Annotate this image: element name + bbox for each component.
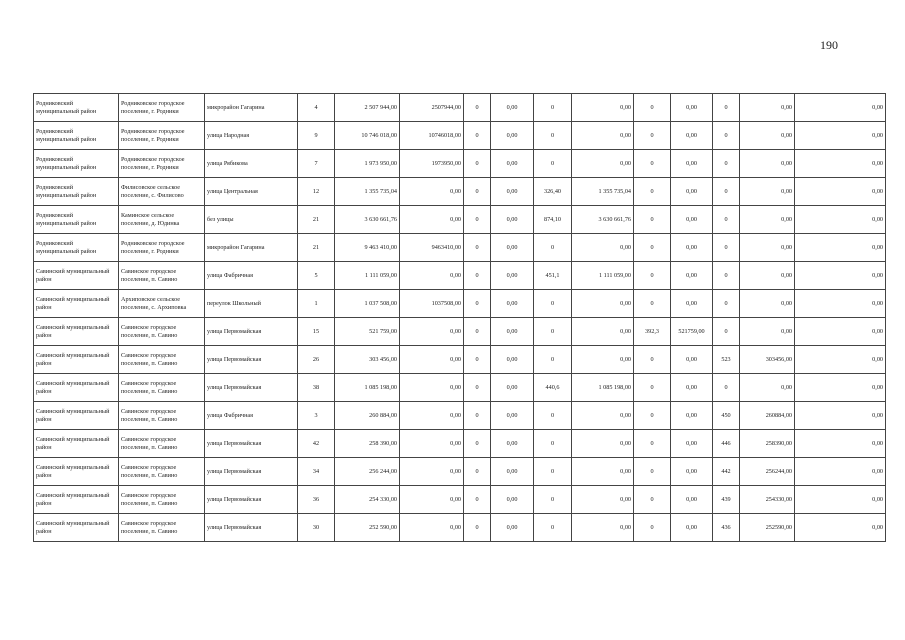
cell-total-cost: 2 507 944,00	[335, 94, 400, 122]
cell-col-9: 451,1	[534, 262, 572, 290]
table-row	[34, 262, 886, 290]
cell-col-15: 0,00	[795, 206, 886, 234]
cell-total-cost: 1 111 059,00	[335, 262, 400, 290]
cell-district: Родниковский муниципальный район	[34, 206, 119, 234]
cell-total-cost: 10 746 018,00	[335, 122, 400, 150]
cell-house-number: 26	[298, 346, 335, 374]
cell-col-9: 0	[534, 122, 572, 150]
cell-total-cost: 521 759,00	[335, 318, 400, 346]
cell-col-13: 0	[713, 122, 740, 150]
cell-col-8: 0,00	[491, 262, 534, 290]
cell-settlement: Родниковское городское поселение, г. Родники	[119, 94, 205, 122]
cell-col-14: 254330,00	[740, 486, 795, 514]
cell-col-12: 0,00	[671, 150, 713, 178]
table-body	[34, 94, 886, 542]
cell-street: микрорайон Гагарина	[205, 94, 298, 122]
cell-district: Савинский муниципальный район	[34, 458, 119, 486]
table-row	[34, 290, 886, 318]
cell-col-13: 0	[713, 374, 740, 402]
cell-fund-amount: 0,00	[400, 178, 464, 206]
cell-col-15: 0,00	[795, 374, 886, 402]
cell-col-10: 0,00	[572, 514, 634, 542]
cell-col-14: 260884,00	[740, 402, 795, 430]
cell-settlement: Савинское городское поселение, п. Савино	[119, 458, 205, 486]
cell-total-cost: 252 590,00	[335, 514, 400, 542]
cell-col-8: 0,00	[491, 94, 534, 122]
cell-col-13: 0	[713, 290, 740, 318]
cell-total-cost: 258 390,00	[335, 430, 400, 458]
cell-col-9: 0	[534, 402, 572, 430]
cell-street: переулок Школьный	[205, 290, 298, 318]
cell-col-11: 0	[634, 346, 671, 374]
cell-col-11: 0	[634, 122, 671, 150]
table-row	[34, 206, 886, 234]
cell-total-cost: 1 973 950,00	[335, 150, 400, 178]
cell-col-10: 0,00	[572, 402, 634, 430]
cell-col-11: 0	[634, 234, 671, 262]
cell-col-13: 436	[713, 514, 740, 542]
cell-col-15: 0,00	[795, 514, 886, 542]
cell-col-9: 0	[534, 430, 572, 458]
cell-col-7: 0	[464, 514, 491, 542]
cell-col-8: 0,00	[491, 458, 534, 486]
data-table	[33, 93, 886, 542]
cell-col-9: 0	[534, 150, 572, 178]
cell-col-10: 1 111 059,00	[572, 262, 634, 290]
cell-house-number: 34	[298, 458, 335, 486]
cell-col-13: 439	[713, 486, 740, 514]
table-row	[34, 122, 886, 150]
cell-house-number: 9	[298, 122, 335, 150]
cell-district: Родниковский муниципальный район	[34, 234, 119, 262]
cell-settlement: Родниковское городское поселение, г. Родники	[119, 150, 205, 178]
table-row	[34, 430, 886, 458]
cell-col-7: 0	[464, 374, 491, 402]
cell-col-10: 0,00	[572, 318, 634, 346]
cell-street: улица Первомайская	[205, 458, 298, 486]
cell-col-13: 0	[713, 262, 740, 290]
cell-district: Савинский муниципальный район	[34, 262, 119, 290]
cell-col-12: 0,00	[671, 178, 713, 206]
cell-col-12: 0,00	[671, 290, 713, 318]
cell-fund-amount: 0,00	[400, 486, 464, 514]
cell-settlement: Савинское городское поселение, п. Савино	[119, 346, 205, 374]
cell-col-10: 0,00	[572, 458, 634, 486]
cell-street: улица Фабричная	[205, 402, 298, 430]
cell-street: улица Рябикова	[205, 150, 298, 178]
cell-total-cost: 256 244,00	[335, 458, 400, 486]
cell-col-9: 0	[534, 318, 572, 346]
cell-district: Родниковский муниципальный район	[34, 178, 119, 206]
cell-col-9: 0	[534, 458, 572, 486]
cell-total-cost: 1 037 508,00	[335, 290, 400, 318]
cell-col-14: 0,00	[740, 318, 795, 346]
cell-fund-amount: 0,00	[400, 346, 464, 374]
cell-fund-amount: 0,00	[400, 318, 464, 346]
cell-col-9: 0	[534, 486, 572, 514]
cell-col-7: 0	[464, 262, 491, 290]
cell-col-12: 0,00	[671, 122, 713, 150]
cell-col-10: 0,00	[572, 486, 634, 514]
cell-district: Савинский муниципальный район	[34, 430, 119, 458]
cell-col-15: 0,00	[795, 122, 886, 150]
cell-col-14: 0,00	[740, 150, 795, 178]
cell-col-8: 0,00	[491, 402, 534, 430]
cell-street: улица Первомайская	[205, 318, 298, 346]
cell-col-14: 0,00	[740, 262, 795, 290]
cell-col-12: 0,00	[671, 458, 713, 486]
table-row	[34, 486, 886, 514]
table-row	[34, 150, 886, 178]
cell-col-14: 252590,00	[740, 514, 795, 542]
cell-settlement: Филисовское сельское поселение, с. Филисово	[119, 178, 205, 206]
cell-col-13: 0	[713, 206, 740, 234]
cell-fund-amount: 0,00	[400, 430, 464, 458]
cell-col-15: 0,00	[795, 346, 886, 374]
cell-col-7: 0	[464, 178, 491, 206]
cell-settlement: Савинское городское поселение, п. Савино	[119, 318, 205, 346]
cell-fund-amount: 0,00	[400, 402, 464, 430]
cell-col-14: 0,00	[740, 374, 795, 402]
cell-col-8: 0,00	[491, 122, 534, 150]
cell-district: Савинский муниципальный район	[34, 486, 119, 514]
cell-col-15: 0,00	[795, 486, 886, 514]
cell-street: улица Первомайская	[205, 486, 298, 514]
cell-col-9: 0	[534, 94, 572, 122]
table-row	[34, 346, 886, 374]
cell-district: Савинский муниципальный район	[34, 374, 119, 402]
table-row	[34, 458, 886, 486]
cell-col-10: 0,00	[572, 122, 634, 150]
cell-settlement: Каминское сельское поселение, д. Юдинка	[119, 206, 205, 234]
cell-col-9: 326,40	[534, 178, 572, 206]
table-row	[34, 178, 886, 206]
cell-col-14: 0,00	[740, 178, 795, 206]
cell-house-number: 12	[298, 178, 335, 206]
cell-col-13: 523	[713, 346, 740, 374]
cell-col-15: 0,00	[795, 290, 886, 318]
cell-col-7: 0	[464, 402, 491, 430]
cell-col-13: 446	[713, 430, 740, 458]
cell-col-11: 0	[634, 402, 671, 430]
cell-settlement: Родниковское городское поселение, г. Родники	[119, 234, 205, 262]
cell-col-7: 0	[464, 150, 491, 178]
cell-col-15: 0,00	[795, 178, 886, 206]
cell-fund-amount: 0,00	[400, 514, 464, 542]
cell-col-10: 3 630 661,76	[572, 206, 634, 234]
cell-col-11: 0	[634, 94, 671, 122]
cell-settlement: Савинское городское поселение, п. Савино	[119, 486, 205, 514]
cell-col-12: 0,00	[671, 402, 713, 430]
table-row	[34, 234, 886, 262]
table-row	[34, 374, 886, 402]
cell-col-15: 0,00	[795, 430, 886, 458]
cell-col-13: 442	[713, 458, 740, 486]
cell-col-8: 0,00	[491, 374, 534, 402]
cell-col-11: 0	[634, 290, 671, 318]
cell-settlement: Родниковское городское поселение, г. Родники	[119, 122, 205, 150]
cell-col-7: 0	[464, 206, 491, 234]
cell-col-15: 0,00	[795, 262, 886, 290]
cell-col-8: 0,00	[491, 514, 534, 542]
cell-col-7: 0	[464, 290, 491, 318]
cell-col-8: 0,00	[491, 486, 534, 514]
cell-house-number: 15	[298, 318, 335, 346]
cell-col-9: 0	[534, 514, 572, 542]
cell-district: Савинский муниципальный район	[34, 402, 119, 430]
cell-house-number: 30	[298, 514, 335, 542]
cell-settlement: Савинское городское поселение, п. Савино	[119, 430, 205, 458]
cell-street: улица Первомайская	[205, 374, 298, 402]
cell-fund-amount: 9463410,00	[400, 234, 464, 262]
cell-col-7: 0	[464, 430, 491, 458]
cell-col-7: 0	[464, 486, 491, 514]
cell-col-11: 0	[634, 458, 671, 486]
cell-house-number: 5	[298, 262, 335, 290]
cell-total-cost: 3 630 661,76	[335, 206, 400, 234]
cell-col-11: 0	[634, 374, 671, 402]
cell-settlement: Савинское городское поселение, п. Савино	[119, 514, 205, 542]
cell-fund-amount: 0,00	[400, 374, 464, 402]
cell-house-number: 36	[298, 486, 335, 514]
cell-col-11: 392,3	[634, 318, 671, 346]
cell-col-10: 1 355 735,04	[572, 178, 634, 206]
cell-street: улица Фабричная	[205, 262, 298, 290]
cell-settlement: Архиповское сельское поселение, с. Архиповка	[119, 290, 205, 318]
cell-district: Родниковский муниципальный район	[34, 94, 119, 122]
cell-col-14: 0,00	[740, 122, 795, 150]
cell-col-9: 0	[534, 290, 572, 318]
cell-house-number: 38	[298, 374, 335, 402]
cell-col-15: 0,00	[795, 234, 886, 262]
cell-col-9: 874,10	[534, 206, 572, 234]
cell-total-cost: 303 456,00	[335, 346, 400, 374]
table-row	[34, 514, 886, 542]
cell-col-14: 258390,00	[740, 430, 795, 458]
cell-col-8: 0,00	[491, 206, 534, 234]
cell-street: микрорайон Гагарина	[205, 234, 298, 262]
cell-col-15: 0,00	[795, 402, 886, 430]
cell-col-7: 0	[464, 234, 491, 262]
cell-col-11: 0	[634, 150, 671, 178]
cell-total-cost: 9 463 410,00	[335, 234, 400, 262]
cell-col-11: 0	[634, 486, 671, 514]
cell-col-11: 0	[634, 514, 671, 542]
cell-col-12: 0,00	[671, 430, 713, 458]
cell-house-number: 21	[298, 206, 335, 234]
cell-col-8: 0,00	[491, 150, 534, 178]
cell-col-13: 0	[713, 94, 740, 122]
cell-col-11: 0	[634, 178, 671, 206]
cell-house-number: 21	[298, 234, 335, 262]
cell-col-7: 0	[464, 94, 491, 122]
cell-house-number: 1	[298, 290, 335, 318]
cell-district: Савинский муниципальный район	[34, 514, 119, 542]
cell-settlement: Савинское городское поселение, п. Савино	[119, 374, 205, 402]
cell-total-cost: 1 085 198,00	[335, 374, 400, 402]
cell-street: улица Первомайская	[205, 514, 298, 542]
cell-col-12: 0,00	[671, 206, 713, 234]
cell-col-8: 0,00	[491, 318, 534, 346]
cell-col-7: 0	[464, 458, 491, 486]
cell-street: улица Центральная	[205, 178, 298, 206]
cell-street: улица Первомайская	[205, 430, 298, 458]
cell-col-12: 0,00	[671, 374, 713, 402]
cell-col-8: 0,00	[491, 430, 534, 458]
cell-street: без улицы	[205, 206, 298, 234]
cell-fund-amount: 0,00	[400, 458, 464, 486]
cell-district: Савинский муниципальный район	[34, 318, 119, 346]
table-row	[34, 318, 886, 346]
cell-house-number: 42	[298, 430, 335, 458]
cell-street: улица Народная	[205, 122, 298, 150]
cell-settlement: Савинское городское поселение, п. Савино	[119, 262, 205, 290]
cell-total-cost: 254 330,00	[335, 486, 400, 514]
cell-col-9: 0	[534, 346, 572, 374]
cell-col-7: 0	[464, 318, 491, 346]
cell-col-7: 0	[464, 122, 491, 150]
cell-fund-amount: 1037508,00	[400, 290, 464, 318]
cell-col-13: 0	[713, 234, 740, 262]
cell-col-12: 521759,00	[671, 318, 713, 346]
cell-col-10: 1 085 198,00	[572, 374, 634, 402]
cell-col-13: 0	[713, 150, 740, 178]
table-row	[34, 94, 886, 122]
cell-col-8: 0,00	[491, 178, 534, 206]
page-number: 190	[820, 38, 838, 52]
cell-house-number: 4	[298, 94, 335, 122]
cell-col-12: 0,00	[671, 486, 713, 514]
cell-col-14: 303456,00	[740, 346, 795, 374]
cell-col-10: 0,00	[572, 150, 634, 178]
cell-col-15: 0,00	[795, 458, 886, 486]
cell-total-cost: 260 884,00	[335, 402, 400, 430]
cell-district: Родниковский муниципальный район	[34, 150, 119, 178]
cell-district: Савинский муниципальный район	[34, 290, 119, 318]
cell-col-14: 0,00	[740, 94, 795, 122]
cell-district: Савинский муниципальный район	[34, 346, 119, 374]
cell-col-11: 0	[634, 262, 671, 290]
cell-col-13: 450	[713, 402, 740, 430]
cell-house-number: 3	[298, 402, 335, 430]
cell-col-14: 0,00	[740, 206, 795, 234]
cell-col-15: 0,00	[795, 318, 886, 346]
cell-col-12: 0,00	[671, 94, 713, 122]
cell-col-7: 0	[464, 346, 491, 374]
cell-fund-amount: 2507944,00	[400, 94, 464, 122]
cell-fund-amount: 0,00	[400, 206, 464, 234]
cell-col-8: 0,00	[491, 290, 534, 318]
cell-fund-amount: 10746018,00	[400, 122, 464, 150]
cell-district: Родниковский муниципальный район	[34, 122, 119, 150]
cell-col-8: 0,00	[491, 346, 534, 374]
cell-settlement: Савинское городское поселение, п. Савино	[119, 402, 205, 430]
cell-col-9: 440,6	[534, 374, 572, 402]
cell-col-12: 0,00	[671, 346, 713, 374]
cell-col-15: 0,00	[795, 94, 886, 122]
cell-col-10: 0,00	[572, 430, 634, 458]
cell-col-15: 0,00	[795, 150, 886, 178]
cell-house-number: 7	[298, 150, 335, 178]
cell-col-8: 0,00	[491, 234, 534, 262]
cell-fund-amount: 1973950,00	[400, 150, 464, 178]
cell-col-12: 0,00	[671, 262, 713, 290]
cell-fund-amount: 0,00	[400, 262, 464, 290]
cell-col-11: 0	[634, 206, 671, 234]
cell-col-13: 0	[713, 318, 740, 346]
cell-col-14: 0,00	[740, 290, 795, 318]
cell-col-11: 0	[634, 430, 671, 458]
cell-total-cost: 1 355 735,04	[335, 178, 400, 206]
cell-col-9: 0	[534, 234, 572, 262]
cell-col-14: 0,00	[740, 234, 795, 262]
cell-col-12: 0,00	[671, 514, 713, 542]
cell-col-12: 0,00	[671, 234, 713, 262]
cell-col-10: 0,00	[572, 94, 634, 122]
cell-col-13: 0	[713, 178, 740, 206]
cell-col-10: 0,00	[572, 290, 634, 318]
cell-col-14: 256244,00	[740, 458, 795, 486]
cell-street: улица Первомайская	[205, 346, 298, 374]
table-row	[34, 402, 886, 430]
cell-col-10: 0,00	[572, 234, 634, 262]
cell-col-10: 0,00	[572, 346, 634, 374]
